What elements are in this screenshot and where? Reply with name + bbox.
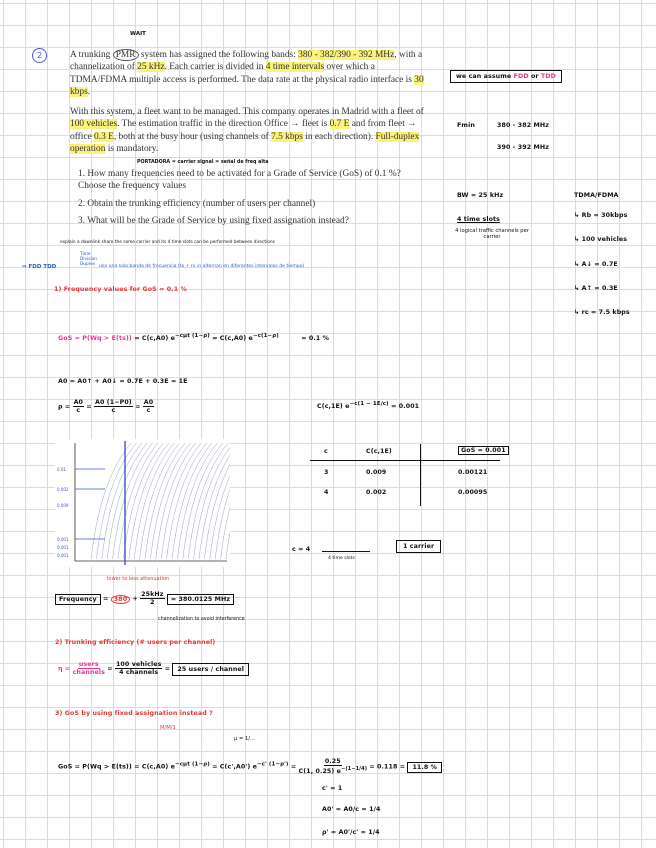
sec1-title: 1) Frequency values for GoS = 0.1 % <box>54 286 187 293</box>
p1-text-b: system has assigned the following bands: <box>138 50 299 60</box>
lower-attenuation-note: lower to less attenuation <box>107 576 170 582</box>
duplex-highlight: Full-duplex operation <box>70 131 420 155</box>
portadora-note: PORTADORA = carrier signal = señal de freq alta <box>137 160 269 165</box>
question-3: 3. What will be the Grade of Service by using fixed assignation instead? <box>78 216 349 226</box>
freq-note: channelization to avoid interference <box>158 617 245 622</box>
eta-4-channels: 4 channels <box>119 669 159 676</box>
gos-mid2: = C(c,A0) e <box>212 335 253 343</box>
gos-result: = 0.1 % <box>301 335 330 343</box>
eta-label: η = <box>58 665 71 673</box>
time-division-note: Time Division Duplex <box>80 252 98 267</box>
a0-prime: A0' = A0/c = 1/4 <box>322 806 381 813</box>
question-1: 1. How many frequencies need to be activated for a Grade of Service (GoS) of 0.1 %? Choose the frequency values <box>78 169 401 192</box>
rho-d2: c <box>111 407 116 414</box>
channelization-highlight: 25 kHz <box>137 62 165 73</box>
band1-note: 380 - 382 MHz <box>497 122 549 129</box>
problem-paragraph-2 <box>70 106 425 156</box>
frequency-base: 380 <box>111 595 130 604</box>
gos3-frac <box>299 758 368 775</box>
gos3-final: 11.8 % <box>407 762 442 773</box>
gos-exp2: −c(1−ρ) <box>252 333 279 339</box>
wait-note: WAIT <box>130 31 146 37</box>
rb-note: ↳ Rb = 30kbps <box>574 212 628 219</box>
gos3-exp-b: −c' (1−ρ') <box>256 761 289 768</box>
slots-highlight: 4 time intervals <box>265 62 325 73</box>
mm1-note: M/M/1 <box>160 725 176 731</box>
fleet-highlight: 100 vehicles <box>70 119 118 130</box>
p1-text-d: . Each carrier is divided in <box>164 62 266 73</box>
table-row1-c: 3 <box>324 469 329 476</box>
gos3-main: GoS = P(Wq > E(ts)) = C(c,A0) e <box>58 763 175 771</box>
p2-text-b: . The estimation traffic in the direction Office → fleet is <box>117 119 330 130</box>
table-row1-gos: 0.00121 <box>458 469 488 476</box>
problem-paragraph-1 <box>70 49 425 99</box>
gos3-frac-d: C(1, 0.25) e <box>298 768 342 776</box>
rho-d1: c <box>76 407 81 414</box>
p2-text-d: , both at the busy hour (using channels of <box>113 131 272 142</box>
p2-text-f: is mandatory. <box>105 144 159 155</box>
rc-note: ↳ rc = 7.5 kbps <box>574 309 630 316</box>
freq-frac-n: 25kHz <box>141 591 164 598</box>
explain-note: explain a downlink share the same carrier and its 4 time slots can be performed between directions <box>60 240 275 245</box>
rho-n2: A0 (1−P0) <box>95 399 132 406</box>
p1-text-a: A trunking <box>70 50 113 60</box>
frequency-equation: Frequency = 380 + $\frac{\text{25kHz}}{2}$ = 380.0125 MHz <box>55 591 234 606</box>
rho-prime: ρ' = A0'/c' = 1/4 <box>322 829 380 836</box>
rho-n1: A0 <box>73 399 84 406</box>
graph-tick-label: 0.001 <box>57 545 69 550</box>
graph-tick-label: 0.001 <box>57 553 69 558</box>
eta-channels: channels <box>72 669 105 676</box>
adown-note: ↳ A↓ = 0.7E <box>574 261 618 268</box>
vehicles-note: ↳ 100 vehicles <box>574 236 628 243</box>
sec3-title: 3) GoS by using fixed assignation instead ? <box>55 710 213 717</box>
erlang-table <box>310 444 548 506</box>
cc-expr: C(c,1E) e <box>317 403 350 411</box>
gos-equation-3: GoS = P(Wq > E(ts)) = C(c,A0) $e^{-c\mu t (1-\rho)} = C(c',A0') e^{-c' (1-\rho')}$ = $\frac{0.25}{C(1, 0.25) e^{-(1-1/4)}}$ = 0.118 = 11.8 % <box>58 758 442 775</box>
eta-users: users <box>78 661 99 668</box>
table-divider-v <box>420 444 421 506</box>
graph-tick-label: 0.009 <box>57 503 69 508</box>
chan-highlight: 7.5 kbps <box>271 131 303 142</box>
bands-highlight: 380 - 382/390 - 392 MHz <box>298 50 395 60</box>
eta-frac-2 <box>115 661 162 676</box>
pmr-circled: PMR <box>113 49 139 61</box>
assume-box <box>450 70 562 83</box>
gos-equation-1 <box>58 333 329 342</box>
assume-fdd: FDD <box>513 73 529 80</box>
gos-label: GoS = P(Wq > E(ts)) <box>58 335 132 343</box>
gos3-mid: = C(c',A0') e <box>212 763 257 771</box>
p1-text-e: over which a TDMA/FDMA multiple access is performed. The data rate at the physical radio interface is <box>70 62 415 85</box>
carrier-box: 1 carrier <box>396 540 441 553</box>
cc-exp: −c(1 − 1E/c) <box>349 401 389 407</box>
traffic2-highlight: 0.3 E <box>94 131 114 142</box>
fdd-explain-note: usa una sola banda de frecuencia (tx + rx in alternan en diferentes intervalos de tiempo) <box>99 264 305 269</box>
eta-result: 25 users / channel <box>172 663 249 676</box>
mu-note: μ = 1/... <box>234 736 255 742</box>
table-head-cc: C(c,1E) <box>366 448 392 455</box>
table-row2-c: 4 <box>324 489 329 496</box>
rho-label: ρ = <box>58 403 71 411</box>
gos3-result: = 0.118 = <box>369 763 406 771</box>
freq-frac-d: 2 <box>150 599 155 606</box>
table-divider-h <box>310 460 500 461</box>
rho-equation: ρ = $\frac{A0}{c}$ = $\frac{A0 (1-P0)}{c}$ = $\frac{A0}{c}$ <box>58 399 154 414</box>
gos3-exp: −cμt (1−ρ) <box>174 761 210 768</box>
problem-number: 2 <box>36 51 43 60</box>
erlang-c-graph <box>55 439 230 567</box>
table-head-c: c <box>324 448 328 455</box>
rho-frac-2 <box>94 399 133 414</box>
eta-vehicles: 100 vehicles <box>115 661 162 668</box>
eta-frac-1 <box>73 661 105 676</box>
table-head-gos-text: GoS = 0.001 <box>458 446 509 455</box>
rho-frac-3 <box>143 399 154 414</box>
sec2-title: 2) Trunking efficiency (# users per channel) <box>55 639 216 646</box>
graph-tick-label: 0.001 <box>57 537 69 542</box>
rho-d3: c <box>146 407 151 414</box>
arrow-line <box>322 551 370 552</box>
fdd-tdd-note: ⇒ FDD TDD <box>22 264 57 270</box>
graph-tick-label: 0.01 <box>57 467 66 472</box>
fmin-label: Fmin <box>457 122 475 129</box>
table-row1-cc: 0.009 <box>366 469 387 476</box>
p1-text-f: . <box>87 87 91 98</box>
tdma-note: TDMA/FDMA <box>574 192 619 199</box>
gos3-frac-exp: −(1−1/4) <box>341 766 368 772</box>
p2-text-e: in each direction). <box>302 131 376 142</box>
rate-highlight: 30 kbps <box>70 74 424 98</box>
band2-note: 390 - 392 MHz <box>497 144 549 151</box>
p1-text-c: , with a channelization of <box>70 50 423 73</box>
gos-exp1: −cμt (1−ρ) <box>174 333 210 339</box>
bw-note: BW = 25 kHz <box>457 192 504 199</box>
assume-or: or <box>528 73 541 80</box>
question-2: 2. Obtain the trunking efficiency (number of users per channel) <box>78 199 316 209</box>
c-prime: c' = 1 <box>322 785 343 792</box>
assume-prefix: we can assume <box>456 73 514 80</box>
assume-tdd: TDD <box>540 73 556 80</box>
cc-result: = 0.001 <box>391 403 420 411</box>
aup-note: ↳ A↑ = 0.3E <box>574 285 618 292</box>
p2-text-c: and from fleet → office <box>70 119 417 142</box>
p2-text-a: With this system, a fleet want to be managed. This company operates in Madrid with a fleet of <box>70 107 424 117</box>
erlang-curve <box>204 443 230 559</box>
gos3-frac-n: 0.25 <box>324 758 341 765</box>
time-slots-note: 4 time slots <box>457 216 500 223</box>
problem-number-circle <box>32 48 47 63</box>
a0-line: A0 = A0↑ + A0↓ = 0.7E + 0.3E = 1E <box>58 378 188 385</box>
table-row2-gos: 0.00095 <box>458 489 488 496</box>
gos-mid: = C(c,A0) e <box>134 335 175 343</box>
table-head-gos <box>458 447 509 454</box>
freq-frac <box>140 591 164 606</box>
erlang-curve <box>215 443 230 559</box>
graph-tick-label: 0.002 <box>57 487 69 492</box>
frequency-label: Frequency <box>55 594 101 605</box>
eta-equation: η = $\frac{\text{users}}{\text{channels}}$ = $\frac{\text{100 vehicles}}{\text{4 channels}}$ = 25 users / channel <box>58 661 249 676</box>
time-slots-under: 4 time slots <box>328 556 355 561</box>
traffic1-highlight: 0.7 E <box>329 119 350 130</box>
erlang-c-graph-svg <box>55 439 230 567</box>
table-row2-cc: 0.002 <box>366 489 387 496</box>
erlang-curve <box>199 443 230 559</box>
rho-n3: A0 <box>143 399 154 406</box>
cc-equation <box>317 401 419 410</box>
rho-frac-1 <box>73 399 84 414</box>
erlang-curve <box>194 443 230 559</box>
logical-channels-note: 4 logical traffic channels per carrier <box>455 228 529 240</box>
frequency-result: = 380.0125 MHz <box>167 594 234 605</box>
c-eq: c = 4 <box>292 546 311 553</box>
